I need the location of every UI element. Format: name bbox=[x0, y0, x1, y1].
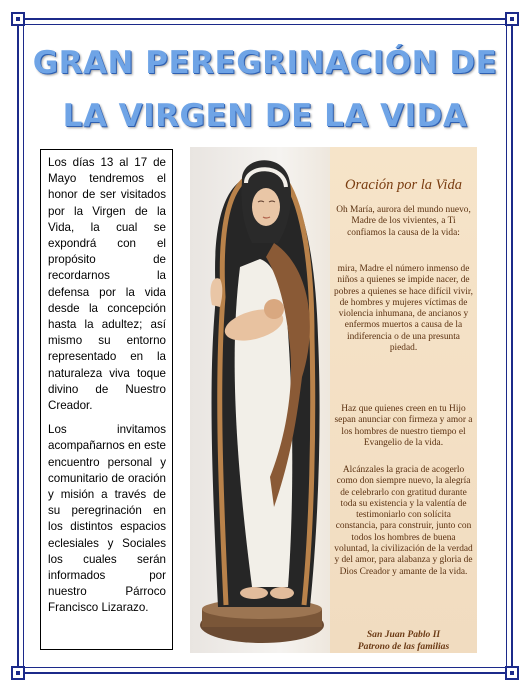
prayer-signature-name: San Juan Pablo II bbox=[366, 629, 441, 640]
prayer-card bbox=[330, 147, 477, 653]
announcement-text-box bbox=[40, 149, 173, 650]
announcement-paragraph-1: Los días 13 al 17 de Mayo tendremos el honor de ser visitados por la Virgen de la Vida, la cual se expondrá con el propósito de recordarnos la defensa por la vida desde la concepción hasta la adultez; así mismo su entorno representado en la naturaleza viva toque divino de Nuestro Creador. bbox=[48, 156, 166, 413]
prayer-stanza-1: Oh María, aurora del mundo nuevo, Madre de los vivientes, a Ti confiamos la causa de la vida: bbox=[336, 205, 471, 238]
prayer-title: Oración por la Vida bbox=[345, 177, 462, 193]
announcement-paragraph-2: Los invitamos acompañarnos en este encuentro personal y comunitario de oración y misión a través de su peregrinación en los distintos espacios eclesiales y Sociales los cuales serán informados por nuestro Párroco Francisco Lizarazo. bbox=[48, 423, 166, 615]
page-title-line-1: GRAN PEREGRINACIÓN DE bbox=[32, 45, 498, 81]
prayer-stanza-3: Haz que quienes creen en tu Hijo sepan anunciar con firmeza y amor a los hombres de nuestro tiempo el Evangelio de la vida. bbox=[334, 404, 473, 448]
virgin-statue-photo bbox=[190, 147, 340, 653]
prayer-image-panel bbox=[190, 147, 477, 653]
corner-ornament-top-left bbox=[11, 12, 25, 26]
corner-ornament-top-right bbox=[505, 12, 519, 26]
prayer-signature-subtitle: Patrono de las familias bbox=[357, 641, 450, 652]
prayer-stanza-4: Alcánzales la gracia de acogerlo como don siempre nuevo, la alegría de celebrarlo con gratitud durante toda su existencia y la valentía de testimoniarlo con solícita constancia, para construir, junto con todos los hombres de buena voluntad, la civilización de la verdad y del amor, para alabanza y gloria de Dios Creador y amante de la vida. bbox=[334, 465, 473, 577]
page-title-line-2: LA VIRGEN DE LA VIDA bbox=[62, 98, 468, 134]
virgin-statue-illustration bbox=[190, 147, 340, 653]
corner-ornament-bottom-right bbox=[505, 666, 519, 680]
prayer-stanza-2: mira, Madre el número inmenso de niños a quienes se impide nacer, de pobres a quienes se hace difícil vivir, de hombres y mujeres víctimas de violencia inhumana, de ancianos y enfermos muertos a causa de la indiferencia o de una presunta piedad. bbox=[334, 264, 473, 354]
corner-ornament-bottom-left bbox=[11, 666, 25, 680]
